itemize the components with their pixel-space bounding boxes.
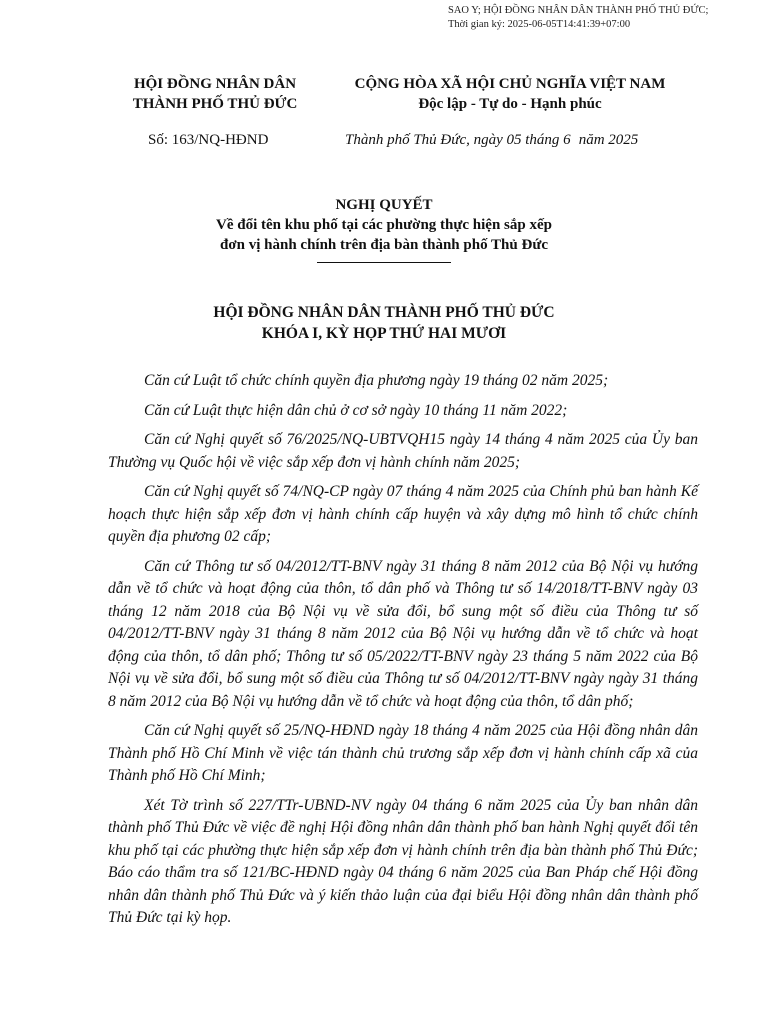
place-and-date [345, 132, 638, 149]
issuing-organization [112, 74, 318, 114]
org-name-line2: THÀNH PHỐ THỦ ĐỨC [132, 96, 298, 112]
council-session: KHÓA I, KỲ HỌP THỨ HAI MƯƠI [261, 325, 507, 342]
stamp-signing-time: Thời gian ký: 2025-06-05T14:41:39+07:00 [448, 19, 631, 30]
preamble-paragraph: Căn cứ Luật tổ chức chính quyền địa phương ngày 19 tháng 02 năm 2025; [144, 372, 609, 389]
place-date-part1: Thành phố Thủ Đức, ngày 05 tháng 6 [345, 132, 571, 148]
document-number [148, 132, 268, 149]
council-heading [0, 302, 768, 344]
preamble-paragraph: Căn cứ Nghị quyết số 25/NQ-HĐND ngày 18 tháng 4 năm 2025 của Hội đồng nhân dân Thành phố Hồ Chí Minh về việc tán thành chủ trương sắp xếp đơn vị hành chính cấp xã của Thành phố Hồ Chí Minh; [108, 722, 698, 784]
national-motto: Độc lập - Tự do - Hạnh phúc [418, 96, 602, 112]
subject-line1: Về đổi tên khu phố tại các phường thực hiện sắp xếp [216, 217, 552, 233]
document-title-block [0, 196, 768, 263]
stamp-copy-line: SAO Y; HỘI ĐỒNG NHÂN DÂN THÀNH PHỐ THỦ ĐỨC; [448, 5, 709, 16]
preamble-body [108, 370, 698, 937]
national-heading [330, 74, 690, 114]
org-name-line1: HỘI ĐỒNG NHÂN DÂN [133, 76, 297, 92]
council-name: HỘI ĐỒNG NHÂN DÂN THÀNH PHỐ THỦ ĐỨC [213, 304, 555, 321]
digital-signature-stamp [448, 4, 708, 32]
title-divider [317, 262, 451, 263]
nation-name: CỘNG HÒA XÃ HỘI CHỦ NGHĨA VIỆT NAM [354, 76, 666, 92]
preamble-paragraph: Căn cứ Luật thực hiện dân chủ ở cơ sở ngày 10 tháng 11 năm 2022; [144, 401, 568, 419]
preamble-paragraph: Căn cứ Thông tư số 04/2012/TT-BNV ngày 31 tháng 8 năm 2012 của Bộ Nội vụ hướng dẫn về tổ chức và hoạt động của thôn, tổ dân phố và Thông tư số 14/2018/TT-BNV ngày 03 tháng 12 năm 2018 của Bộ Nội vụ về sửa đổi, bổ sung một số điều của Thông tư số 04/2012/TT-BNV ngày 31 tháng 8 năm 2012 của Bộ Nội vụ hướng dẫn về tổ chức và hoạt động của thôn, tổ dân phố; Thông tư số 05/2022/TT-BNV ngày 23 tháng 5 năm 2022 của Bộ Nội vụ về sửa đổi, bổ sung một số điều của Thông tư số 04/2012/TT-BNV ngày ngày 31 tháng 8 năm 2012 của Bộ Nội vụ hướng dẫn về tổ chức và hoạt động của thôn, tổ dân phố; [108, 557, 698, 710]
place-date-part2: năm 2025 [578, 132, 639, 148]
preamble-paragraph: Căn cứ Nghị quyết số 76/2025/NQ-UBTVQH15 ngày 14 tháng 4 năm 2025 của Ủy ban Thường vụ Quốc hội về việc sắp xếp đơn vị hành chính năm 2025; [108, 431, 698, 471]
preamble-paragraph: Căn cứ Nghị quyết số 74/NQ-CP ngày 07 tháng 4 năm 2025 của Chính phủ ban hành Kế hoạch thực hiện sắp xếp đơn vị hành chính cấp huyện và xây dựng mô hình tổ chức chính quyền địa phương 02 cấp; [108, 483, 698, 545]
number-value: 163 [171, 132, 195, 148]
number-suffix: /NQ-HĐND [194, 132, 269, 148]
preamble-paragraph: Xét Tờ trình số 227/TTr-UBND-NV ngày 04 tháng 6 năm 2025 của Ủy ban nhân dân thành phố Thủ Đức về việc đề nghị Hội đồng nhân dân thành phố ban hành Nghị quyết đổi tên khu phố tại các phường thực hiện sắp xếp đơn vị hành chính trên địa bàn thành phố Thủ Đức; Báo cáo thẩm tra số 121/BC-HĐND ngày 04 tháng 6 năm 2025 của Ban Pháp chế Hội đồng nhân dân thành phố Thủ Đức và ý kiến thảo luận của đại biểu Hội đồng nhân dân thành phố Thủ Đức tại kỳ họp. [108, 796, 698, 926]
number-prefix: Số: [148, 132, 172, 148]
subject-line2: đơn vị hành chính trên địa bàn thành phố Thủ Đức [219, 237, 548, 253]
document-type: NGHỊ QUYẾT [335, 197, 433, 213]
